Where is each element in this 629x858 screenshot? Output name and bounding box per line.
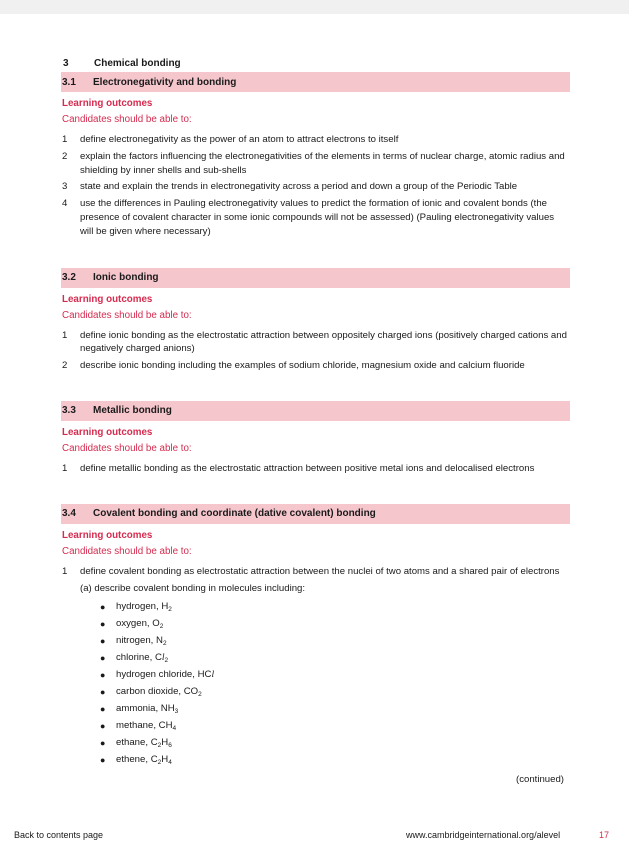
sub-item-a: (a) describe covalent bonding in molecules including: <box>80 582 306 594</box>
back-to-contents-link[interactable]: Back to contents page <box>14 830 104 840</box>
section-number: 3.2 <box>62 272 76 284</box>
learning-outcomes-heading: Learning outcomes <box>62 426 153 438</box>
molecule-text: oxygen, $O_2$ <box>116 618 164 631</box>
chapter-title: Chemical bonding <box>94 57 181 69</box>
list-item: 1 define covalent bonding as electrostatic attraction between the nuclei of two atoms and a shared pair of electrons <box>62 565 560 577</box>
section-number: 3.4 <box>62 508 76 520</box>
bullet-icon: ● <box>100 601 106 612</box>
molecule-item <box>100 666 570 683</box>
molecule-list <box>62 598 570 768</box>
molecule-item <box>100 683 570 700</box>
section-title: Electronegativity and bonding <box>93 76 237 88</box>
learning-outcomes-heading: Learning outcomes <box>62 98 153 109</box>
molecule-text: nitrogen, $N_2$ <box>116 635 167 648</box>
molecule-item <box>100 751 570 768</box>
top-strip <box>0 0 629 14</box>
syllabus-page <box>62 54 570 785</box>
list-item: 3 state and explain the trends in electronegativity across a period and down a group of the Periodic Table <box>62 181 518 193</box>
bullet-icon: ● <box>100 635 106 646</box>
list-item: 2 describe ionic bonding including the examples of sodium chloride, magnesium oxide and calcium fluoride <box>62 360 525 372</box>
page-number: 17 <box>598 830 609 840</box>
molecule-text: carbon dioxide, $CO_2$ <box>116 686 202 699</box>
molecule-text: hydrogen, $H_2$ <box>116 601 172 614</box>
section-title: Ionic bonding <box>93 272 159 284</box>
molecule-item <box>100 632 570 649</box>
list-item: 1 define electronegativity as the power of an atom to attract electrons to itself <box>62 134 399 145</box>
molecule-text: methane, $CH_4$ <box>116 720 177 733</box>
bullet-icon: ● <box>100 652 106 663</box>
list-item: 1 define metallic bonding as the electrostatic attraction between positive metal ions and delocalised electrons <box>62 462 535 474</box>
section-number: 3.3 <box>62 405 76 417</box>
list-item: 1 define ionic bonding as the electrostatic attraction between oppositely charged ions (positively charged cations and negatively charged anions) <box>62 329 567 355</box>
section-3-3-items <box>62 462 570 476</box>
bullet-icon: ● <box>100 669 106 680</box>
section-3-2-header <box>61 268 570 288</box>
continued-note: (continued) <box>516 774 564 786</box>
molecule-text: hydrogen chloride, HCl <box>116 669 215 681</box>
bullet-icon: ● <box>100 703 106 714</box>
list-item: 2 explain the factors influencing the electronegativities of the elements in terms of nuclear charge, atomic radius and shielding by inner shells and sub-shells <box>62 150 565 176</box>
molecule-item <box>100 649 570 666</box>
molecule-text: ethene, $C_2H_4$ <box>116 754 172 767</box>
bullet-icon: ● <box>100 720 106 731</box>
chapter-heading <box>62 54 570 72</box>
chapter-number: 3 <box>63 57 69 69</box>
bullet-icon: ● <box>100 686 106 697</box>
list-item: 4 use the differences in Pauling electronegativity values to predict the formation of ionic and covalent bonds (the presence of covalent character in some ionic compounds will not be assessed) (Pauling electronegativity values will be given where necessary) <box>62 198 555 237</box>
section-3-1-items <box>62 133 570 239</box>
section-3-4-header <box>61 504 570 524</box>
molecule-item <box>100 615 570 632</box>
section-3-1-header <box>61 72 570 92</box>
molecule-text: ethane, $C_2H_6$ <box>116 737 172 750</box>
candidates-intro: Candidates should be able to: <box>62 114 192 125</box>
section-3-2-items <box>62 329 570 373</box>
molecule-item <box>100 700 570 717</box>
website-link[interactable]: www.cambridgeinternational.org/alevel <box>406 830 561 840</box>
learning-outcomes-heading: Learning outcomes <box>62 293 153 305</box>
section-3-3-header <box>61 401 570 421</box>
molecule-text: chlorine, $Cl_2$ <box>116 652 169 665</box>
molecule-text: ammonia, $NH_3$ <box>116 703 179 716</box>
bullet-icon: ● <box>100 618 106 629</box>
section-title: Metallic bonding <box>93 405 172 417</box>
section-3-4-items <box>62 565 570 579</box>
molecule-item <box>100 734 570 751</box>
learning-outcomes-heading: Learning outcomes <box>62 529 153 541</box>
candidates-intro: Candidates should be able to: <box>62 545 192 557</box>
bullet-icon: ● <box>100 737 106 748</box>
section-title: Covalent bonding and coordinate (dative covalent) bonding <box>93 508 376 520</box>
page-footer <box>14 830 615 844</box>
candidates-intro: Candidates should be able to: <box>62 442 192 454</box>
bullet-icon: ● <box>100 754 106 765</box>
candidates-intro: Candidates should be able to: <box>62 309 192 321</box>
section-number: 3.1 <box>62 76 76 88</box>
molecule-item <box>100 598 570 615</box>
molecule-item <box>100 717 570 734</box>
